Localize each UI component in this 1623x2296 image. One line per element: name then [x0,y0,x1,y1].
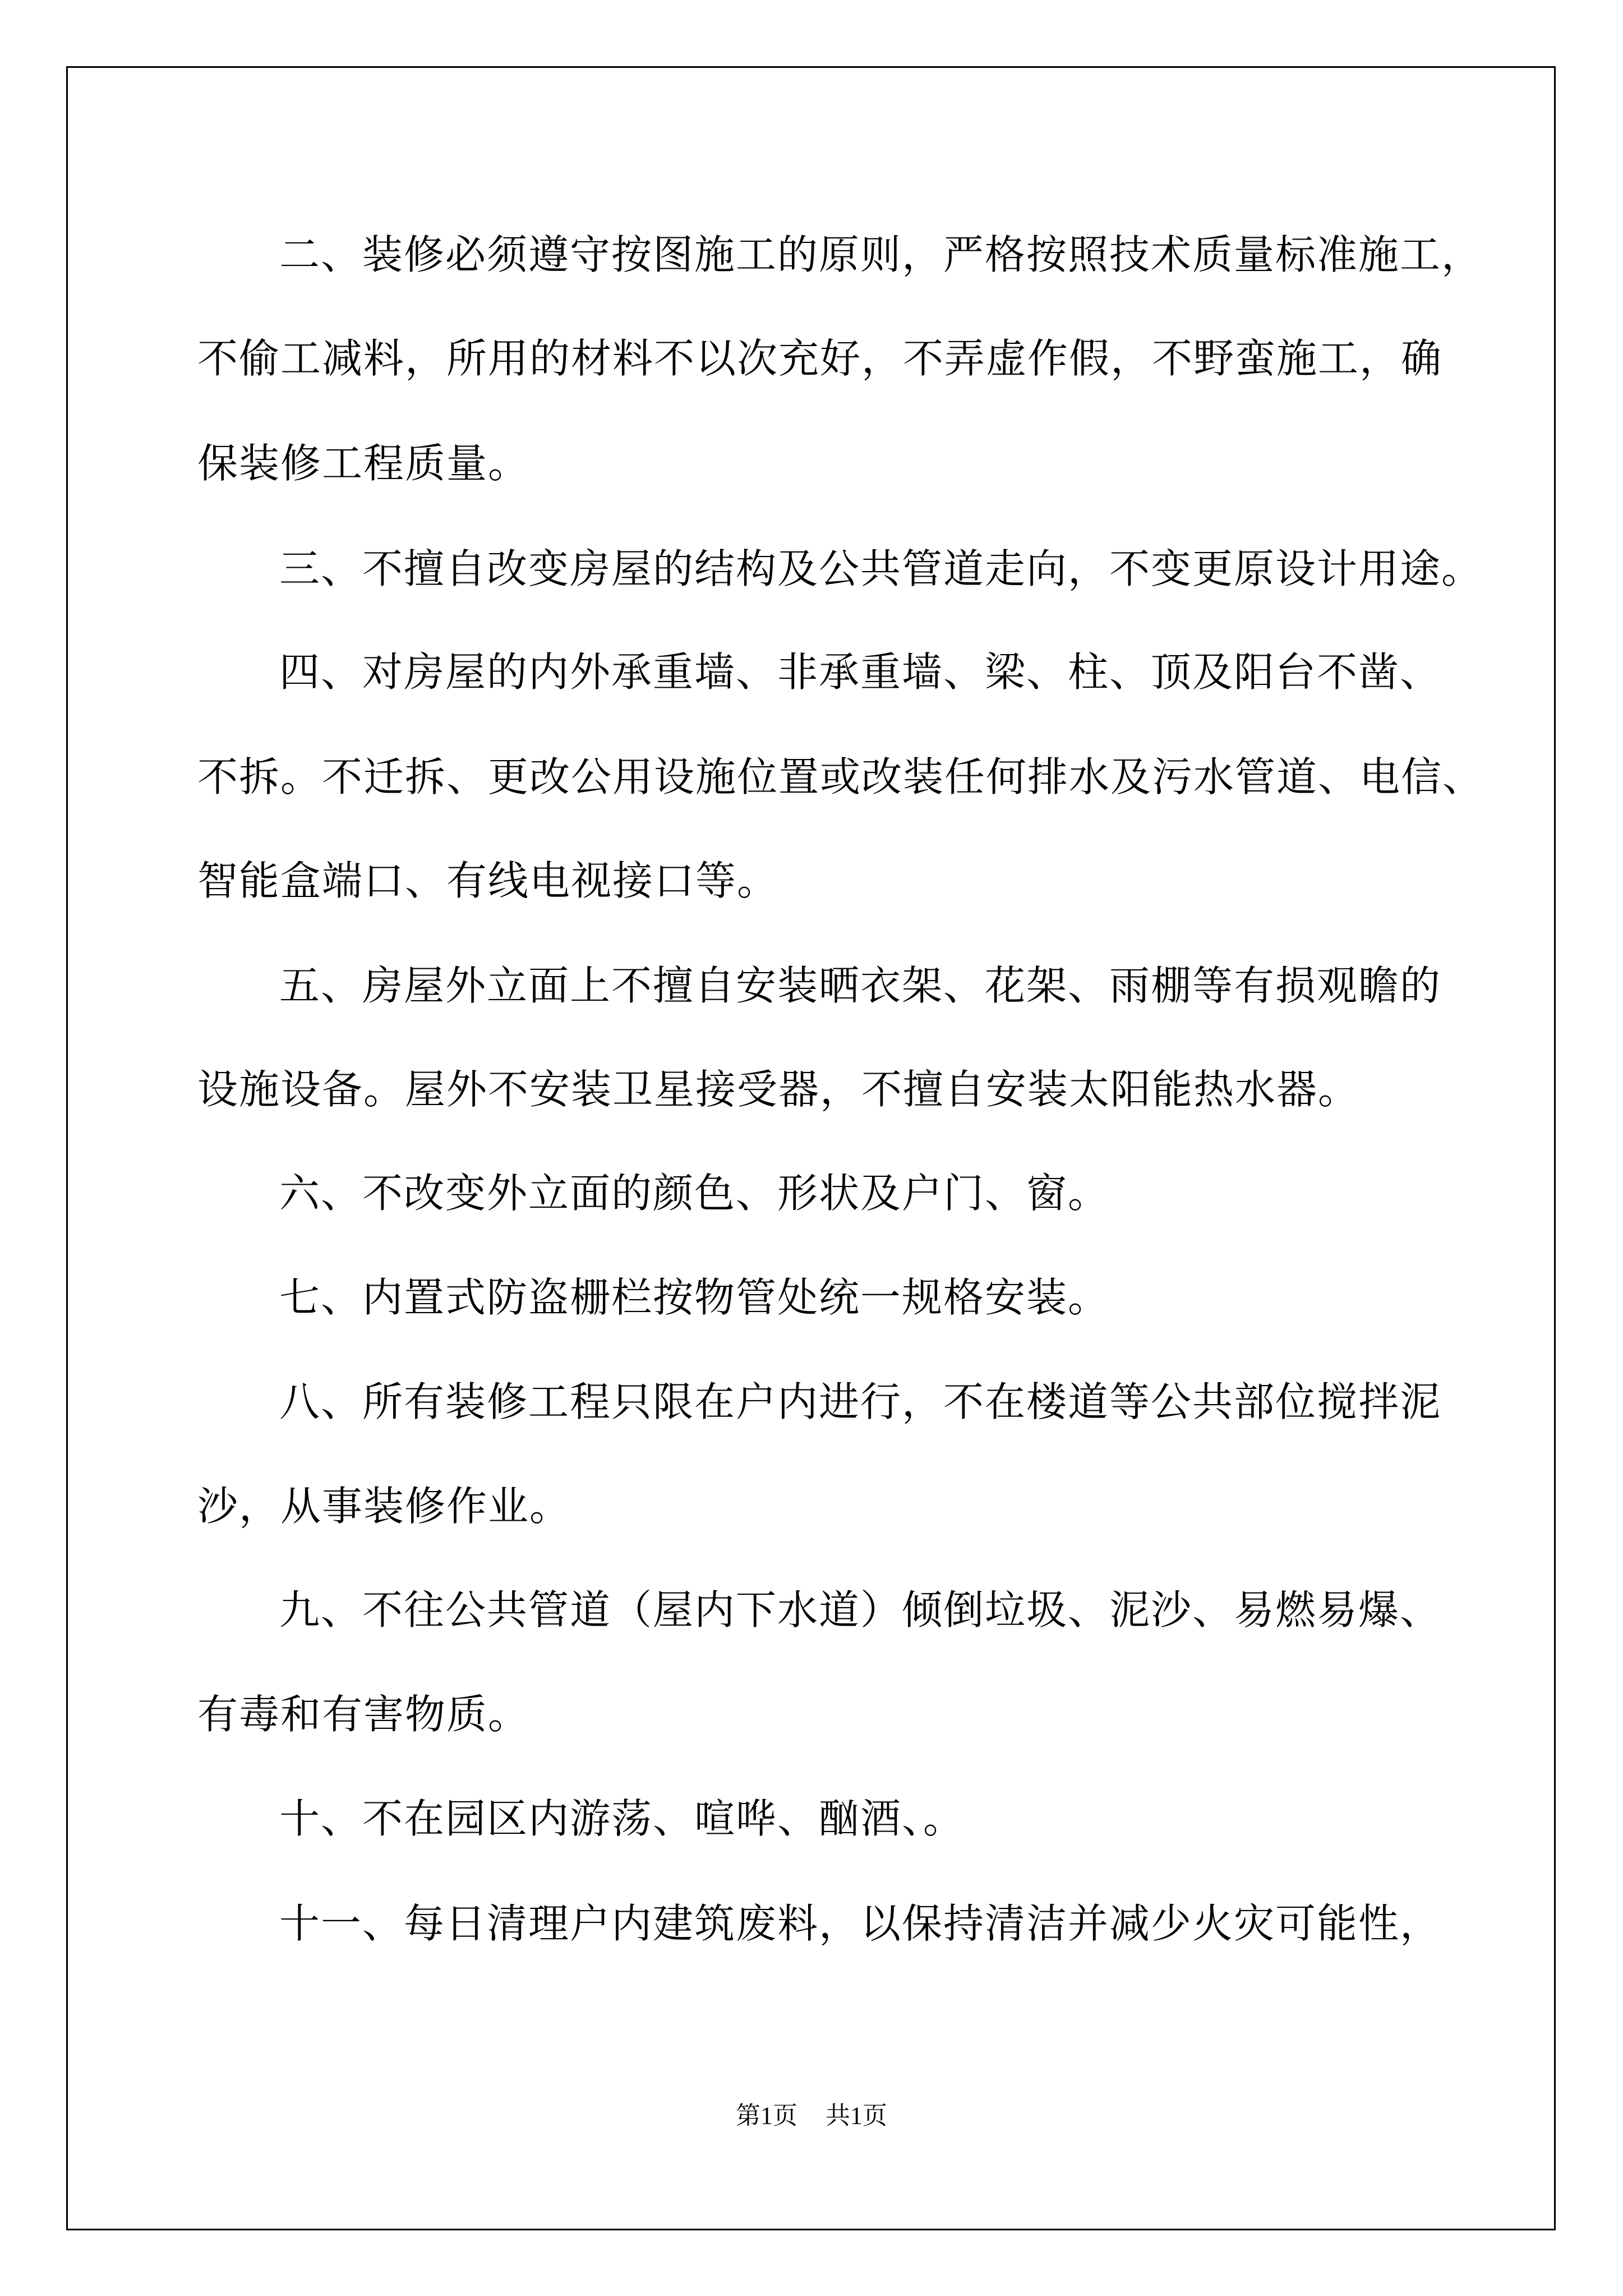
paragraph-2-line-1: 三、不擅自改变房屋的结构及公共管道走向，不变更原设计用途。 [279,545,1483,592]
paragraph-1-line-2: 不偷工减料，所用的材料不以次充好，不弄虚作假，不野蛮施工，确 [197,335,1443,382]
paragraph-4-line-1: 五、房屋外立面上不擅自安装晒衣架、花架、雨棚等有损观瞻的 [279,962,1442,1009]
paragraph-1-line-3: 保装修工程质量。 [197,440,530,487]
paragraph-8-line-1: 九、不往公共管道（屋内下水道）倾倒垃圾、泥沙、易燃易爆、 [279,1586,1442,1634]
paragraph-5-line-1: 六、不改变外立面的颜色、形状及户门、窗。 [279,1170,1110,1217]
paragraph-6-line-1: 七、内置式防盗栅栏按物管处统一规格安装。 [279,1274,1110,1321]
paragraph-4-line-2: 设施设备。屋外不安装卫星接受器，不擅自安装太阳能热水器。 [197,1066,1360,1113]
paragraph-7-line-2: 沙，从事装修作业。 [197,1483,571,1530]
page-number-total: 共1页 [826,2102,887,2129]
paragraph-3-line-2: 不拆。不迁拆、更改公用设施位置或改装任何排水及污水管道、电信、 [197,753,1484,800]
paragraph-9-line-1: 十、不在园区内游荡、喧哗、酗酒、。 [279,1795,965,1842]
paragraph-8-line-2: 有毒和有害物质。 [197,1691,530,1738]
page-footer [0,2099,1623,2133]
page-number-current: 第1页 [736,2102,797,2129]
paragraph-10-line-1: 十一、每日清理户内建筑废料，以保持清洁并减少火灾可能性， [279,1900,1442,1947]
paragraph-1-line-1: 二、装修必须遵守按图施工的原则，严格按照技术质量标准施工， [279,231,1483,278]
paragraph-3-line-3: 智能盒端口、有线电视接口等。 [197,857,779,904]
paragraph-7-line-1: 八、所有装修工程只限在户内进行，不在楼道等公共部位搅拌泥 [279,1378,1442,1425]
paragraph-3-line-1: 四、对房屋的内外承重墙、非承重墙、梁、柱、顶及阳台不凿、 [279,648,1442,696]
